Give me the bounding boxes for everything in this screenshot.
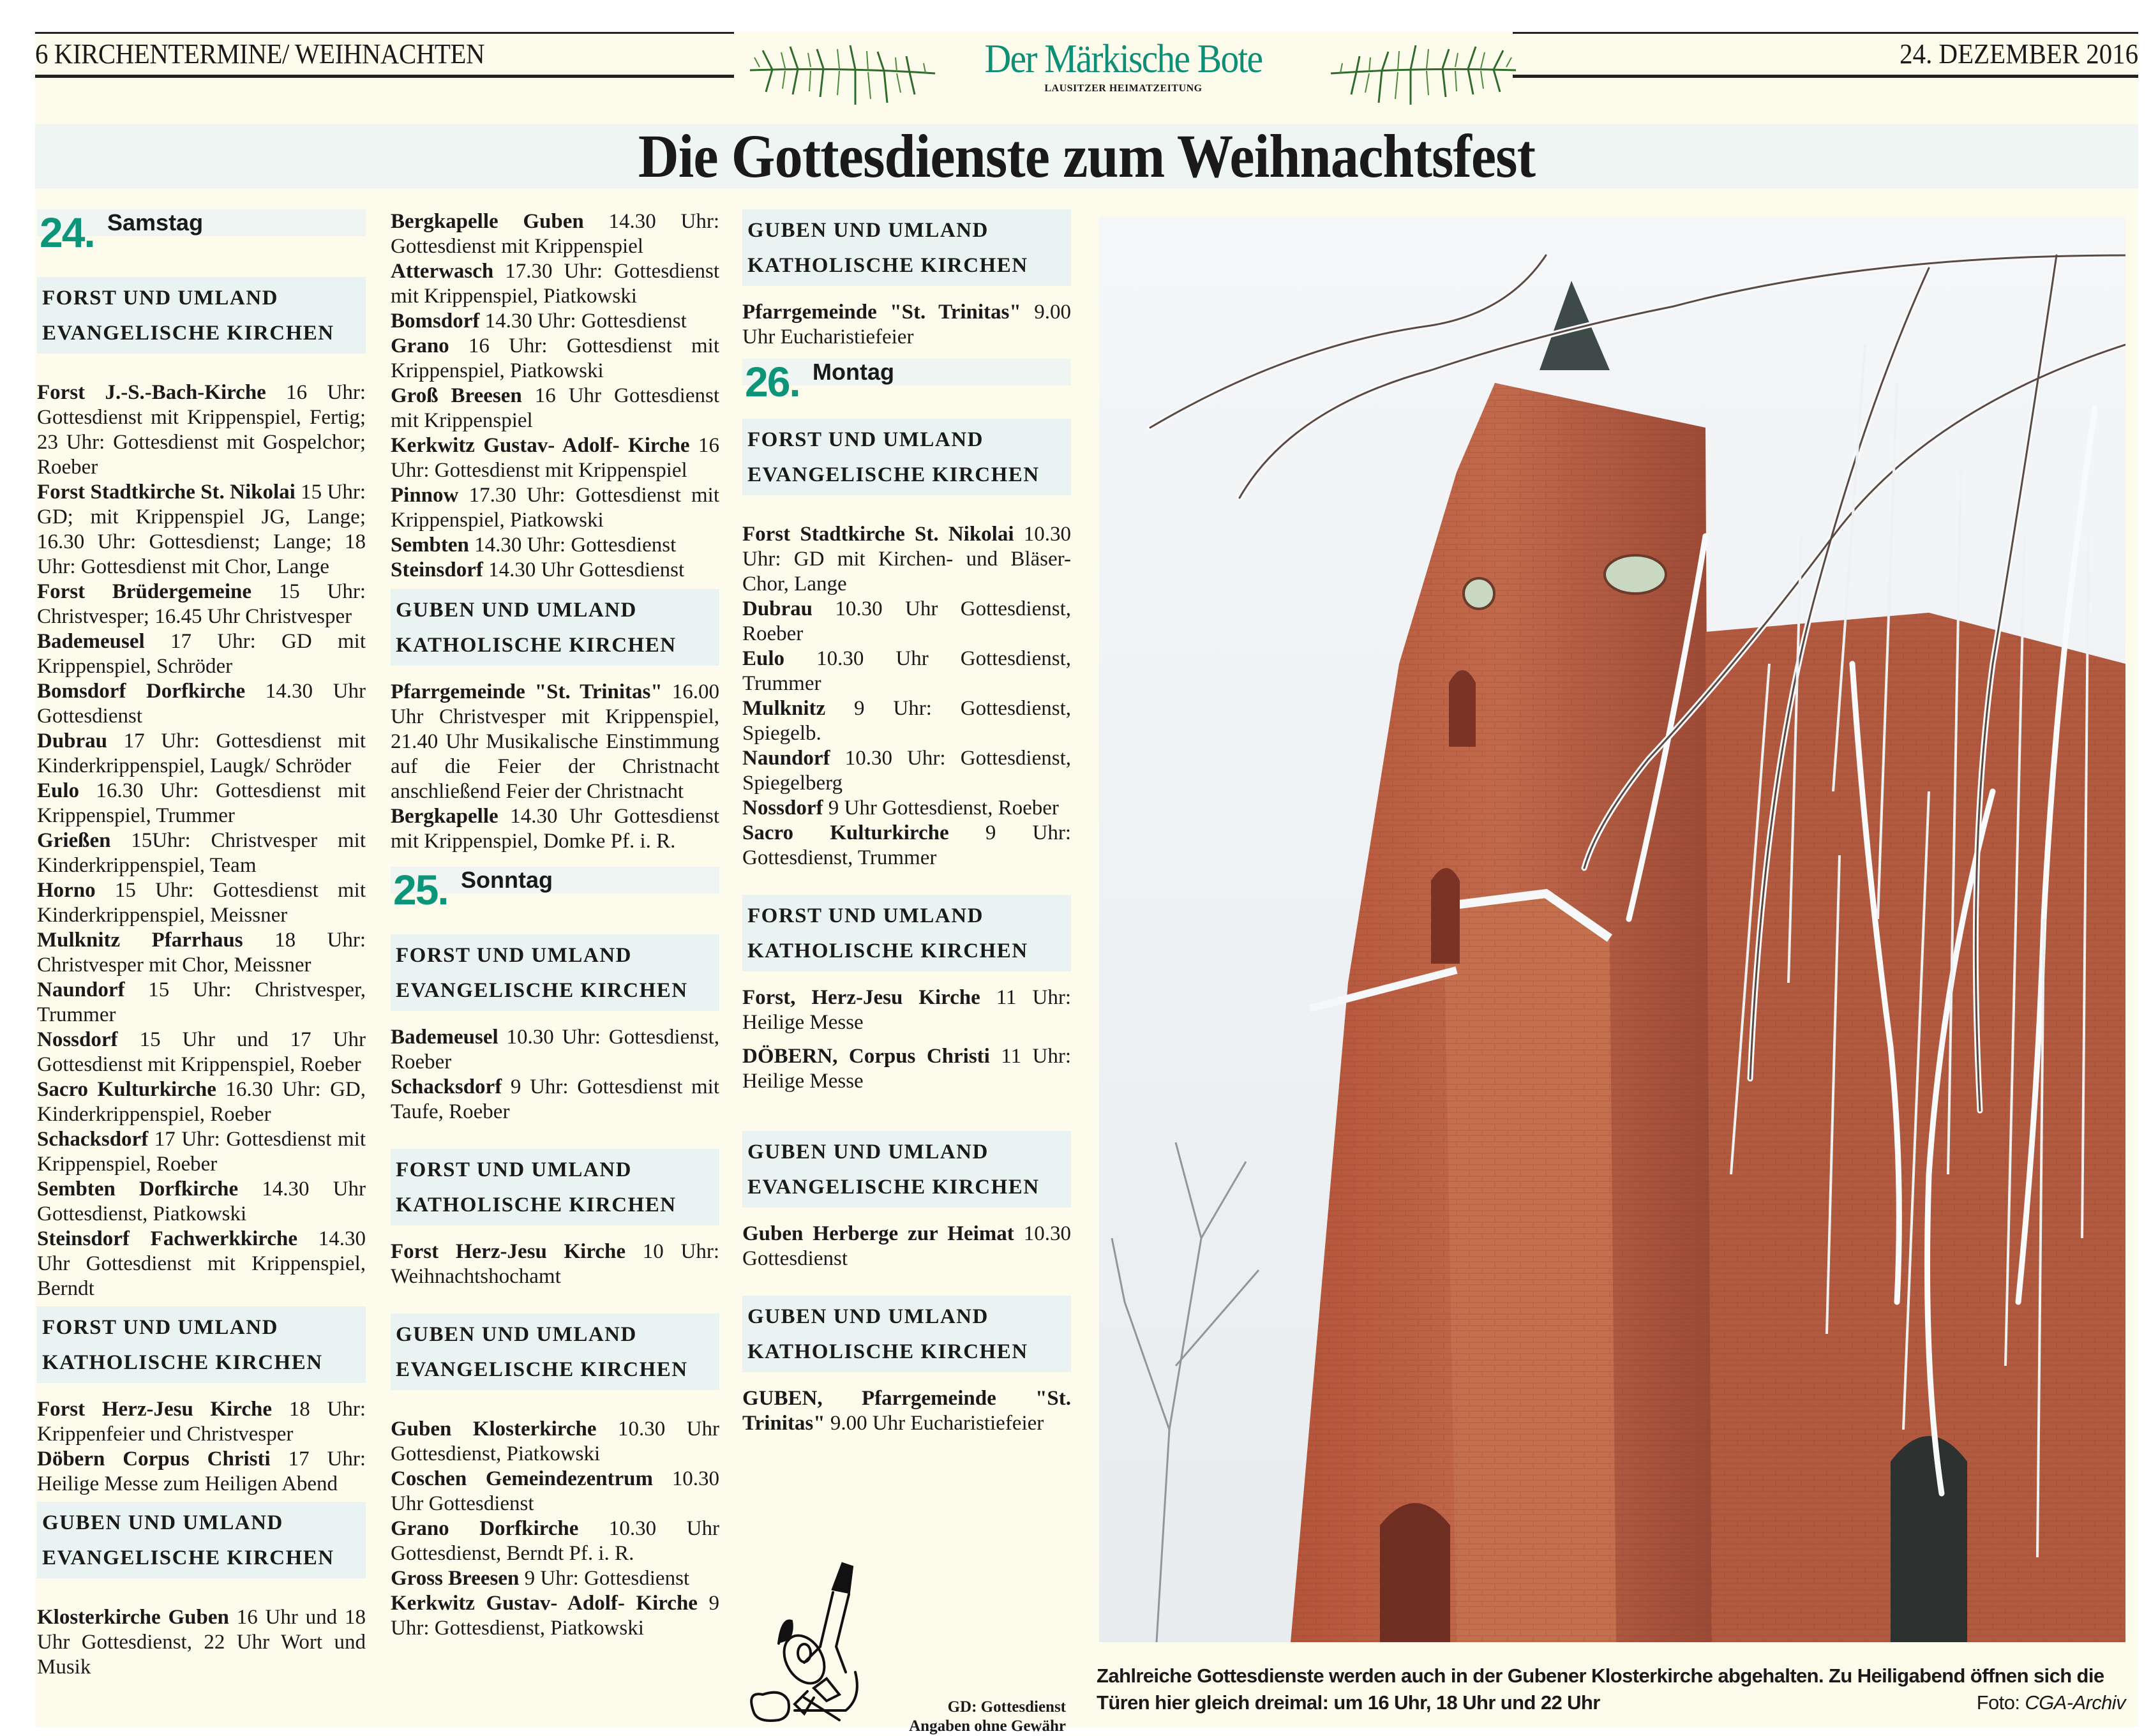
service-details: 9 Uhr: Gottesdienst, Piatkowski [391, 1592, 720, 1640]
service-details: 17 Uhr: Gottesdienst mit Kinderkrippenspiel, Laugk/ Schröder [37, 730, 366, 777]
list-item [37, 1447, 366, 1497]
list-item [391, 1566, 719, 1591]
section-denomination: KATHOLISCHE KIRCHEN [42, 1351, 323, 1374]
section-heading [742, 419, 1071, 495]
church-name: Klosterkirche Guben [37, 1606, 229, 1629]
list-item [391, 309, 719, 334]
church-name: Nossdorf [742, 797, 823, 819]
section-denomination: KATHOLISCHE KIRCHEN [747, 939, 1028, 962]
list-item [37, 878, 366, 928]
list-item [37, 729, 366, 779]
church-name: Bomsdorf Dorfkirche [37, 680, 246, 703]
service-details: 16.30 Uhr: Gottesdienst mit Krippenspiel, Trummer [37, 779, 366, 827]
service-details: 11 Uhr: Heilige Messe [742, 986, 1071, 1034]
church-name: Naundorf [742, 747, 830, 770]
church-name: Mulknitz [742, 697, 826, 720]
section-heading [391, 1313, 719, 1390]
section-denomination: EVANGELISCHE KIRCHEN [42, 1546, 334, 1569]
church-name: Steinsdorf Fachwerkkirche [37, 1227, 297, 1250]
service-details: 11 Uhr: Heilige Messe [742, 1045, 1072, 1093]
service-details: 9 Uhr: Gottesdienst, Spiegelb. [742, 697, 1071, 745]
section-region: GUBEN UND UMLAND [42, 1511, 283, 1534]
service-details: 17 Uhr: Heilige Messe zum Heiligen Abend [37, 1448, 366, 1495]
list-item [391, 1025, 719, 1075]
section-heading [391, 934, 719, 1011]
service-details: 15 Uhr: Christvesper; 16.45 Uhr Christvesper [37, 580, 366, 628]
section-region: GUBEN UND UMLAND [747, 1141, 989, 1164]
church-name: Grano Dorfkirche [391, 1517, 579, 1540]
church-name: GUBEN, Pfarrgemeinde "St. Trinitas" [742, 1387, 1071, 1435]
section-heading [37, 1306, 366, 1383]
church-name: Sembten [391, 534, 469, 557]
list-item [391, 433, 719, 483]
service-details: 10.30 Uhr Gottesdienst, Berndt Pf. i. R. [391, 1517, 720, 1565]
service-details: 16 Uhr: Gottesdienst mit Krippenspiel [391, 434, 720, 482]
section-denomination: EVANGELISCHE KIRCHEN [42, 322, 334, 345]
headline-band [35, 124, 2138, 188]
abbreviation-note: GD: Gottesdienst [947, 1698, 1066, 1716]
service-details: 10.30 Gottesdienst [742, 1222, 1071, 1270]
service-details: 14.30 Uhr: Gottesdienst mit Krippenspiel [391, 210, 719, 258]
entry-list [37, 1605, 366, 1680]
section-denomination: EVANGELISCHE KIRCHEN [396, 979, 688, 1002]
church-name: Bademeusel [37, 630, 145, 653]
church-name: DÖBERN, Corpus Christi [742, 1045, 990, 1068]
section-heading [391, 589, 719, 666]
list-item [391, 1516, 719, 1566]
entry-list [391, 1025, 719, 1125]
day-header-25 [391, 867, 719, 917]
list-item [391, 1591, 719, 1641]
section-region: FORST UND UMLAND [42, 287, 278, 310]
list-item [742, 647, 1071, 696]
fir-branch-icon [747, 41, 938, 118]
service-details: 14.30 Uhr Gottesdienst, Piatkowski [37, 1178, 366, 1225]
entry-list [742, 1222, 1071, 1271]
section-region: GUBEN UND UMLAND [747, 1305, 989, 1328]
church-name: Forst J.-S.-Bach-Kirche [37, 381, 266, 404]
list-item [391, 680, 719, 804]
entry-list [742, 522, 1071, 871]
church-name: Mulknitz Pfarrhaus [37, 929, 243, 952]
section-region: FORST UND UMLAND [42, 1316, 278, 1339]
section-denomination: KATHOLISCHE KIRCHEN [747, 1340, 1028, 1363]
list-item [742, 1222, 1071, 1271]
footnote [836, 1698, 1066, 1736]
church-name: Forst Stadtkirche St. Nikolai [37, 481, 296, 504]
list-item [37, 1227, 366, 1301]
list-item [37, 580, 366, 629]
disclaimer: Angaben ohne Gewähr [909, 1717, 1066, 1735]
section-denomination: EVANGELISCHE KIRCHEN [747, 1176, 1040, 1199]
church-name: Bademeusel [391, 1026, 498, 1049]
service-details: 10.30 Uhr: GD mit Kirchen- und Bläser-Chor, Lange [742, 523, 1071, 595]
church-name: Coschen Gemeindezentrum [391, 1467, 654, 1490]
list-item [391, 334, 719, 384]
church-name: Forst Herz-Jesu Kirche [391, 1240, 626, 1263]
entry-list [742, 1386, 1071, 1436]
service-details: 16 Uhr: Gottesdienst mit Krippenspiel, Piatkowski [391, 334, 719, 382]
list-item [742, 300, 1071, 350]
church-name: Horno [37, 879, 96, 902]
section-denomination: EVANGELISCHE KIRCHEN [747, 463, 1040, 486]
service-details: 16.30 Uhr: GD, Kinderkrippenspiel, Roeber [37, 1078, 366, 1126]
church-name: Guben Herberge zur Heimat [742, 1222, 1014, 1245]
church-name: Naundorf [37, 978, 125, 1001]
section-region: GUBEN UND UMLAND [747, 219, 989, 242]
service-details: 9.00 Uhr Eucharistiefeier [825, 1412, 1044, 1435]
masthead [734, 32, 1513, 121]
list-item [391, 259, 719, 309]
service-details: 10.30 Uhr Gottesdienst, Piatkowski [391, 1418, 719, 1465]
list-item [391, 1239, 719, 1289]
brand-subtitle: LAUSITZER HEIMATZEITUNG [1044, 83, 1203, 94]
service-details: 16.00 Uhr Christvesper mit Krippenspiel, 21.40 Uhr Musikalische Einstimmung auf die Feier der Christnacht anschließend Feier der Christnacht [391, 680, 719, 803]
church-name: Kerkwitz Gustav- Adolf- Kirche [391, 1592, 698, 1615]
list-item [37, 828, 366, 878]
list-item [391, 1467, 719, 1516]
list-item [391, 483, 719, 533]
list-item [391, 384, 719, 433]
section-heading [742, 1131, 1071, 1208]
service-details: 15 Uhr: Christvesper, Trummer [37, 978, 366, 1026]
service-details: 18 Uhr: Christvesper mit Chor, Meissner [37, 929, 366, 976]
church-name: Kerkwitz Gustav- Adolf- Kirche [391, 434, 690, 457]
service-details: 14.30 Uhr Gottesdienst [483, 558, 685, 581]
church-name: Atterwasch [391, 260, 494, 283]
service-details: 9 Uhr: Gottesdienst, Trummer [742, 821, 1071, 869]
service-details: 15 Uhr: GD; mit Krippenspiel JG, Lange; 16.30 Uhr: Gottesdienst; Lange; 18 Uhr: Gottesdienst mit Chor, Lange [37, 481, 366, 578]
church-name: Guben Klosterkirche [391, 1418, 597, 1440]
church-name: Sembten Dorfkirche [37, 1178, 239, 1201]
section-denomination: KATHOLISCHE KIRCHEN [747, 254, 1028, 277]
church-name: Groß Breesen [391, 384, 522, 407]
list-item [37, 1127, 366, 1177]
section-region: FORST UND UMLAND [747, 904, 984, 927]
list-item [37, 928, 366, 978]
brand-logo: Der Märkische Bote [984, 36, 1263, 81]
list-item [742, 1386, 1071, 1436]
list-item [37, 480, 366, 580]
section-heading [742, 1296, 1071, 1372]
day-number: 24. [40, 209, 94, 256]
service-details: 10.30 Uhr: Gottesdienst, Spiegelberg [742, 747, 1071, 795]
church-name: Schacksdorf [391, 1075, 502, 1098]
service-details: 9 Uhr: Gottesdienst mit Taufe, Roeber [391, 1075, 719, 1123]
list-item [742, 796, 1071, 821]
church-name: Sacro Kulturkirche [742, 821, 949, 844]
service-details: 15 Uhr und 17 Uhr Gottesdienst mit Krippenspiel, Roeber [37, 1028, 366, 1076]
service-details: 15Uhr: Christvesper mit Kinderkrippenspiel, Team [37, 829, 366, 877]
section-region: FORST UND UMLAND [747, 428, 984, 451]
service-details: 10.30 Uhr Gottesdienst, Trummer [742, 647, 1071, 695]
list-item [37, 978, 366, 1028]
church-name: Forst Herz-Jesu Kirche [37, 1398, 273, 1421]
section-denomination: KATHOLISCHE KIRCHEN [396, 1194, 677, 1216]
church-photo [1099, 217, 2125, 1642]
service-details: 18 Uhr: Krippenfeier und Christvesper [37, 1398, 366, 1446]
service-details: 9.00 Uhr Eucharistiefeier [742, 301, 1071, 348]
entry-list [391, 209, 719, 583]
section-denomination: EVANGELISCHE KIRCHEN [396, 1358, 688, 1381]
section-heading [742, 209, 1071, 286]
credit-source: CGA-Archiv [2025, 1691, 2125, 1714]
service-details: 17.30 Uhr: Gottesdienst mit Krippenspiel, Piatkowski [391, 484, 719, 532]
church-name: Grano [391, 334, 449, 357]
church-name: Sacro Kulturkirche [37, 1078, 216, 1101]
church-name: Nossdorf [37, 1028, 118, 1051]
church-name: Forst Brüdergemeine [37, 580, 251, 603]
list-item [37, 1177, 366, 1227]
list-item [37, 1077, 366, 1127]
section-region: GUBEN UND UMLAND [396, 1323, 637, 1346]
church-name: Forst, Herz-Jesu Kirche [742, 986, 980, 1009]
church-name: Bomsdorf [391, 310, 480, 333]
credit-label: Foto: [1976, 1691, 2025, 1714]
list-item [37, 1028, 366, 1077]
entry-list [37, 1397, 366, 1497]
church-name: Eulo [742, 647, 785, 670]
list-item [37, 380, 366, 480]
column-3 [742, 209, 1071, 1436]
church-name: Gross Breesen [391, 1567, 520, 1590]
service-details: 17 Uhr: Gottesdienst mit Krippenspiel, Roeber [37, 1128, 366, 1176]
section-heading [742, 895, 1071, 971]
list-item [742, 1044, 1071, 1094]
service-details: 10 Uhr: Weihnachtshochamt [391, 1240, 719, 1288]
church-tower-image [1099, 217, 2125, 1642]
service-details: 14.30 Uhr Gottesdienst mit Krippenspiel, Berndt [37, 1227, 366, 1300]
list-item [391, 804, 719, 854]
church-name: Bergkapelle Guben [391, 210, 584, 233]
section-region: FORST UND UMLAND [396, 1158, 632, 1181]
church-name: Grießen [37, 829, 111, 852]
list-item [742, 696, 1071, 746]
photo-caption [1097, 1663, 2125, 1716]
column-2 [391, 209, 719, 1641]
list-item [37, 1605, 366, 1680]
day-number: 25. [393, 866, 448, 913]
section-region: FORST UND UMLAND [396, 944, 632, 967]
list-item [37, 779, 366, 828]
caption-text: Zahlreiche Gottesdienste werden auch in der Gubener Klosterkirche abgehalten. Zu Heiligabend öffnen sich die Türen hier gleich dreimal: um 16 Uhr, 18 Uhr und 22 Uhr [1097, 1665, 2104, 1714]
day-header-26 [742, 359, 1071, 408]
church-name: Forst Stadtkirche St. Nikolai [742, 523, 1014, 546]
service-details: 9 Uhr Gottesdienst, Roeber [823, 797, 1059, 819]
service-details: 10.30 Uhr Gottesdienst [391, 1467, 719, 1515]
service-details: 10.30 Uhr Gottesdienst, Roeber [742, 597, 1071, 645]
church-name: Pinnow [391, 484, 459, 507]
church-name: Bergkapelle [391, 805, 498, 828]
entry-list [37, 380, 366, 1301]
service-details: 10.30 Uhr: Gottesdienst, Roeber [391, 1026, 719, 1074]
list-item [742, 985, 1071, 1035]
list-item [742, 821, 1071, 871]
entry-list [391, 1239, 719, 1289]
church-name: Steinsdorf [391, 558, 483, 581]
church-name: Eulo [37, 779, 80, 802]
service-details: 17 Uhr: GD mit Krippenspiel, Schröder [37, 630, 366, 678]
church-name: Schacksdorf [37, 1128, 149, 1151]
list-item [391, 1417, 719, 1467]
service-details: 14.30 Uhr: Gottesdienst [479, 310, 687, 333]
issue-date: 24. DEZEMBER 2016 [1900, 38, 2138, 70]
church-name: Pfarrgemeinde "St. Trinitas" [391, 680, 663, 703]
section-region: GUBEN UND UMLAND [396, 599, 637, 622]
entry-list [391, 1417, 719, 1641]
section-heading [37, 277, 366, 354]
church-name: Dubrau [37, 730, 108, 752]
service-details: 16 Uhr und 18 Uhr Gottesdienst, 22 Uhr Wort und Musik [37, 1606, 366, 1679]
service-details: 16 Uhr: Gottesdienst mit Krippenspiel, Fertig; 23 Uhr: Gottesdienst mit Gospelchor; Roeber [37, 381, 366, 479]
list-item [391, 209, 719, 259]
page-title: Die Gottesdienste zum Weihnachtsfest [638, 122, 1536, 190]
day-header-24 [37, 209, 366, 259]
section-heading [391, 1149, 719, 1225]
list-item [37, 679, 366, 729]
list-item [742, 597, 1071, 647]
column-1 [37, 209, 366, 1680]
service-details: 16 Uhr Gottesdienst mit Krippenspiel [391, 384, 719, 432]
list-item [391, 558, 719, 583]
list-item [391, 533, 719, 558]
service-details: 17.30 Uhr: Gottesdienst mit Krippenspiel, Piatkowski [391, 260, 719, 308]
church-name: Döbern Corpus Christi [37, 1448, 271, 1470]
weekday: Samstag [107, 209, 204, 236]
service-details: 14.30 Uhr Gottesdienst mit Krippenspiel, Domke Pf. i. R. [391, 805, 719, 853]
church-name: Dubrau [742, 597, 813, 620]
list-item [37, 1397, 366, 1447]
section-label: 6 KIRCHENTERMINE/ WEIHNACHTEN [35, 38, 485, 70]
section-denomination: KATHOLISCHE KIRCHEN [396, 634, 677, 657]
day-number: 26. [745, 358, 800, 405]
photo-credit [1977, 1689, 2125, 1716]
church-name: Pfarrgemeinde "St. Trinitas" [742, 301, 1021, 324]
list-item [391, 1075, 719, 1125]
list-item [37, 629, 366, 679]
weekday: Sonntag [461, 867, 553, 893]
service-details: 14.30 Uhr Gottesdienst [37, 680, 366, 728]
entry-list [742, 300, 1071, 350]
entry-list [742, 985, 1071, 1094]
weekday: Montag [813, 359, 894, 385]
entry-list [391, 680, 719, 854]
list-item [742, 746, 1071, 796]
service-details: 15 Uhr: Gottesdienst mit Kinderkrippenspiel, Meissner [37, 879, 366, 927]
section-heading [37, 1502, 366, 1578]
list-item [742, 522, 1071, 597]
service-details: 9 Uhr: Gottesdienst [519, 1567, 690, 1590]
service-details: 14.30 Uhr: Gottesdienst [468, 534, 677, 557]
fir-branch-icon [1328, 41, 1519, 118]
